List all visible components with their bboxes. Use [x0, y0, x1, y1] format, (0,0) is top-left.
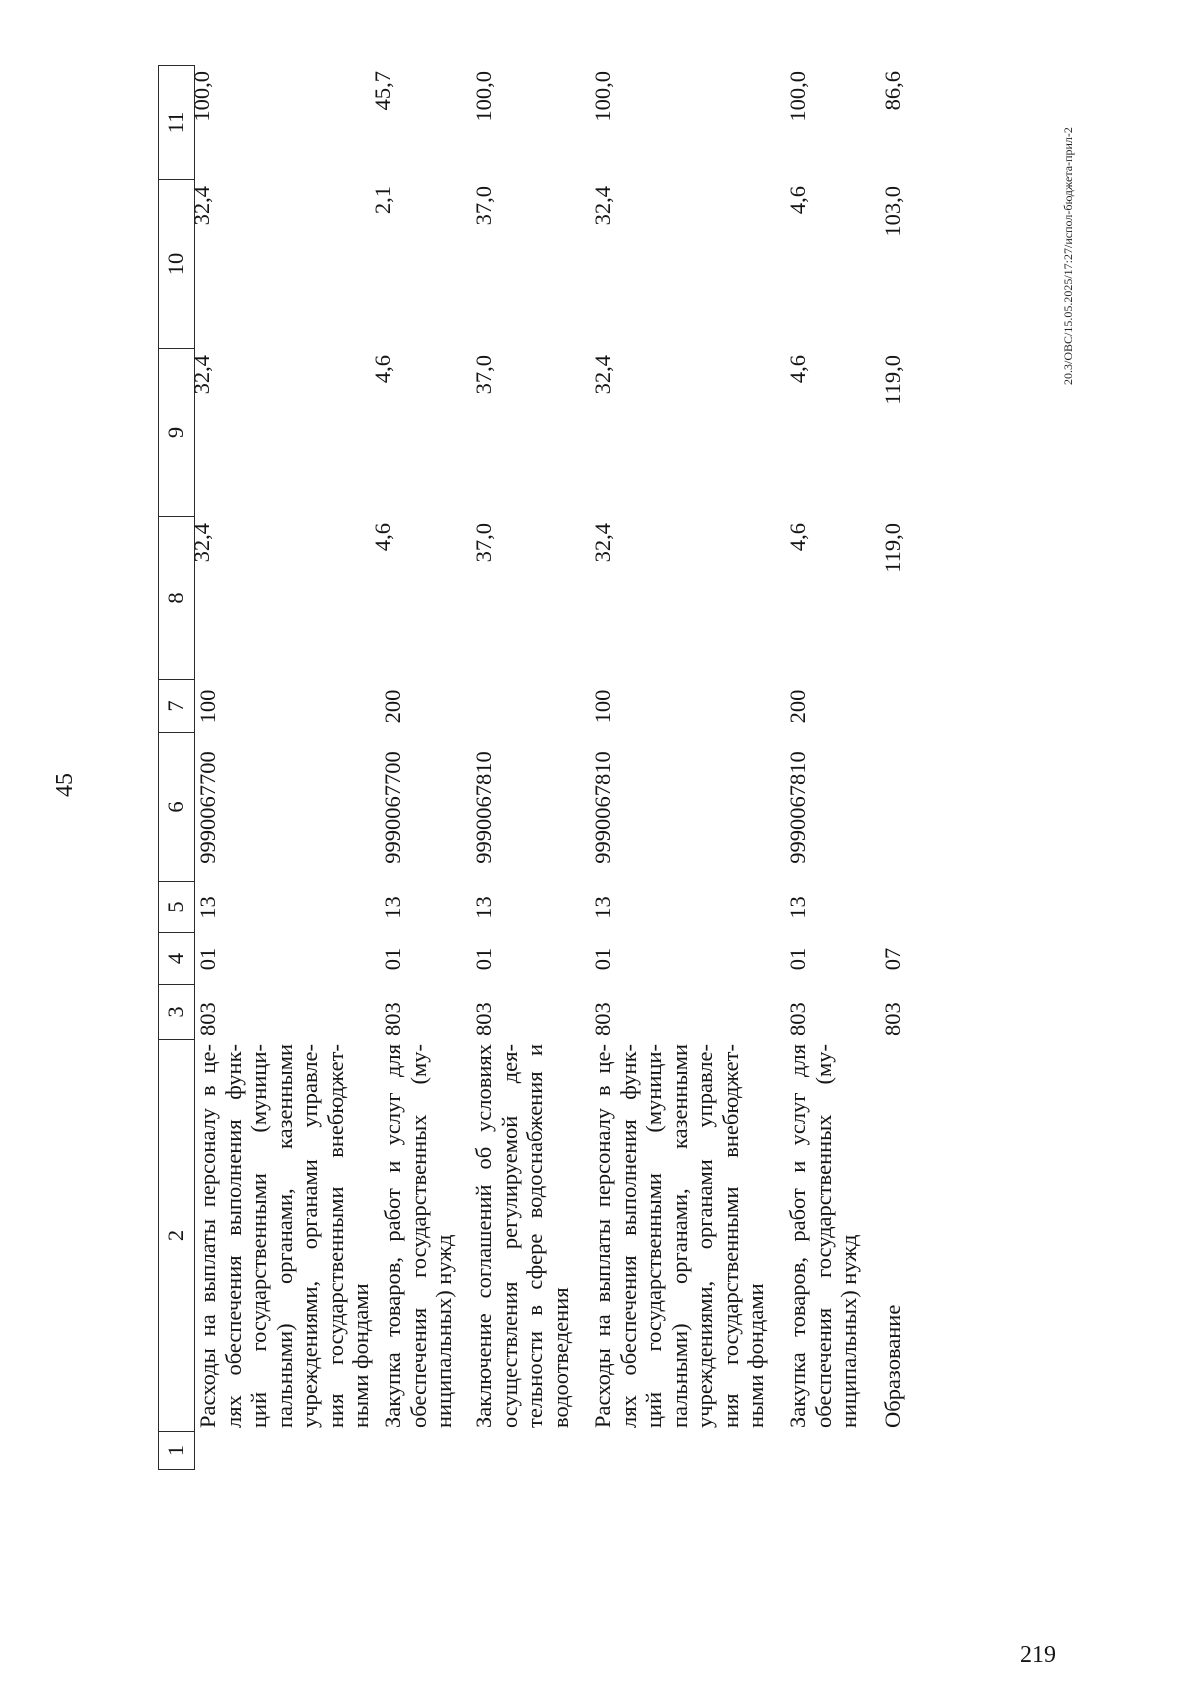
value-col-6: 9990067700: [195, 751, 220, 864]
description-line: Образование: [880, 1304, 905, 1428]
description-line: Расходы на выплаты персоналу в це-: [590, 1044, 615, 1428]
value-col-9: 4,6: [370, 355, 395, 384]
cell-col-2: [471, 1040, 573, 1432]
cell-col-5: [785, 882, 862, 933]
cell-col-1: [590, 1432, 769, 1470]
description-line: учреждениями, органами управле-: [692, 1044, 717, 1428]
value-col-9: 32,4: [590, 355, 615, 395]
value-col-9: 32,4: [189, 355, 214, 395]
value-col-11: 100,0: [471, 71, 496, 122]
header-col-6: 6: [159, 733, 194, 882]
cell-col-5: [880, 882, 906, 933]
value-col-5: 13: [380, 896, 405, 919]
value-col-4: 07: [880, 947, 905, 971]
description-line: Закупка товаров, работ и услуг для: [785, 1044, 810, 1428]
value-col-11: 100,0: [590, 71, 615, 122]
cell-col-11: [370, 65, 457, 180]
cell-col-10: [590, 180, 769, 349]
cell-col-6: [785, 733, 862, 882]
cell-col-6: [195, 733, 374, 882]
value-col-10: 4,6: [785, 186, 810, 215]
value-col-3: 803: [380, 1002, 405, 1036]
cell-col-2: [785, 1040, 862, 1432]
cell-col-4: [785, 933, 862, 985]
cell-col-10: [880, 180, 906, 349]
description-line: тельности в сфере водоснабжения и: [522, 1044, 547, 1428]
cell-col-8: [189, 517, 374, 680]
cell-col-2: [880, 1040, 906, 1432]
description-line: Закупка товаров, работ и услуг для: [380, 1044, 405, 1428]
description-line: ными фондами: [348, 1283, 373, 1428]
description-line: учреждениями, органами управле-: [297, 1044, 322, 1428]
table-row: [785, 65, 862, 1470]
header-col-7: 7: [159, 680, 194, 733]
description-line: осуществления регулируемой дея-: [496, 1044, 522, 1428]
header-col-5: 5: [159, 882, 194, 933]
cell-col-9: [590, 349, 769, 517]
cell-col-7: [471, 680, 573, 733]
cell-col-1: [785, 1432, 862, 1470]
cell-col-3: [590, 985, 769, 1040]
cell-col-8: [471, 517, 573, 680]
document-code: 20.3/ОВС/15.05.2025/17:27/испол-бюджета-прил-2: [1061, 127, 1075, 385]
cell-col-4: [471, 933, 573, 985]
cell-col-5: [380, 882, 457, 933]
value-col-8: 4,6: [785, 523, 810, 552]
value-col-8: 32,4: [590, 523, 615, 563]
cell-col-6: [471, 733, 573, 882]
description-line: водоотведения: [547, 1287, 573, 1428]
description-line: пальными) органами, казенными: [271, 1044, 297, 1428]
cell-col-6: [880, 733, 906, 882]
cell-col-5: [195, 882, 374, 933]
value-col-7: 100: [590, 689, 615, 724]
value-col-5: 13: [785, 896, 810, 919]
cell-col-9: [370, 349, 457, 517]
description-line: ций государственными (муници-: [246, 1044, 271, 1428]
description-line: ния государственными внебюджет-: [322, 1044, 348, 1428]
value-col-3: 803: [195, 1002, 220, 1036]
cell-col-10: [189, 180, 374, 349]
cell-col-8: [880, 517, 906, 680]
header-col-11: 11: [159, 65, 194, 180]
header-col-10: 10: [159, 180, 194, 349]
cell-col-2: [590, 1040, 769, 1432]
cell-col-5: [471, 882, 573, 933]
description-line: обеспечения государственных (му-: [810, 1044, 836, 1428]
value-col-9: 37,0: [471, 355, 496, 395]
cell-col-11: [189, 65, 374, 180]
header-col-9: 9: [159, 349, 194, 517]
header-col-4: 4: [159, 933, 194, 985]
value-col-11: 45,7: [370, 71, 395, 111]
cell-col-1: [195, 1432, 374, 1470]
value-col-4: 01: [380, 947, 405, 971]
description-line: обеспечения государственных (му-: [405, 1044, 431, 1428]
cell-col-7: [785, 680, 862, 733]
value-col-10: 103,0: [880, 186, 905, 237]
cell-col-10: [370, 180, 457, 349]
description-line: ния государственными внебюджет-: [717, 1044, 743, 1428]
header-col-8: 8: [159, 517, 194, 680]
header-col-1: 1: [159, 1432, 194, 1470]
cell-col-1: [471, 1432, 573, 1470]
header-col-3: 3: [159, 985, 194, 1040]
value-col-10: 37,0: [471, 186, 496, 226]
cell-col-2: [380, 1040, 457, 1432]
value-col-11: 100,0: [785, 71, 810, 122]
description-line: ций государственными (муници-: [641, 1044, 666, 1428]
value-col-11: 86,6: [880, 71, 905, 111]
value-col-5: 13: [590, 896, 615, 919]
value-col-9: 4,6: [785, 355, 810, 384]
budget-table: [158, 65, 918, 1470]
table-row: [590, 65, 769, 1470]
value-col-5: 13: [195, 896, 220, 919]
value-col-10: 2,1: [370, 186, 395, 215]
value-col-6: 9990067810: [785, 751, 810, 864]
value-col-8: 37,0: [471, 523, 496, 563]
footer-page-number: 219: [1020, 1642, 1056, 1668]
cell-col-4: [380, 933, 457, 985]
value-col-10: 32,4: [590, 186, 615, 226]
table-row: [471, 65, 573, 1470]
cell-col-7: [880, 680, 906, 733]
description-line: лях обеспечения выполнения функ-: [220, 1044, 246, 1428]
cell-col-1: [880, 1432, 906, 1470]
table-row: [880, 65, 906, 1470]
description-line: ниципальных) нужд: [836, 1234, 861, 1428]
cell-col-3: [471, 985, 573, 1040]
cell-col-5: [590, 882, 769, 933]
cell-col-7: [195, 680, 374, 733]
value-col-8: 32,4: [189, 523, 214, 563]
description-line: лях обеспечения выполнения функ-: [615, 1044, 641, 1428]
cell-col-10: [471, 180, 573, 349]
description-line: Расходы на выплаты персоналу в це-: [195, 1044, 220, 1428]
cell-col-6: [590, 733, 769, 882]
value-col-9: 119,0: [880, 355, 905, 405]
cell-col-3: [195, 985, 374, 1040]
cell-col-8: [370, 517, 457, 680]
cell-col-10: [785, 180, 862, 349]
cell-col-9: [880, 349, 906, 517]
cell-col-4: [880, 933, 906, 985]
cell-col-7: [590, 680, 769, 733]
cell-col-9: [471, 349, 573, 517]
cell-col-3: [785, 985, 862, 1040]
value-col-7: 100: [195, 689, 220, 724]
cell-col-11: [471, 65, 573, 180]
header-col-2: 2: [159, 1040, 194, 1432]
value-col-6: 9990067700: [380, 751, 405, 864]
cell-col-9: [189, 349, 374, 517]
description-line: ными фондами: [743, 1283, 768, 1428]
value-col-4: 01: [195, 947, 220, 971]
value-col-10: 32,4: [189, 186, 214, 226]
cell-col-8: [785, 517, 862, 680]
description-line: Заключение соглашений об условиях: [471, 1044, 496, 1428]
value-col-4: 01: [471, 947, 496, 971]
cell-col-11: [785, 65, 862, 180]
value-col-6: 9990067810: [471, 751, 496, 864]
cell-col-9: [785, 349, 862, 517]
table-row: [370, 65, 457, 1470]
cell-col-3: [380, 985, 457, 1040]
page-number: 45: [52, 773, 78, 797]
cell-col-8: [590, 517, 769, 680]
table-row: [189, 65, 374, 1470]
value-col-8: 119,0: [880, 523, 905, 573]
value-col-7: 200: [785, 689, 810, 724]
value-col-3: 803: [471, 1002, 496, 1036]
value-col-6: 9990067810: [590, 751, 615, 864]
value-col-3: 803: [785, 1002, 810, 1036]
cell-col-4: [195, 933, 374, 985]
value-col-4: 01: [590, 947, 615, 971]
cell-col-4: [590, 933, 769, 985]
value-col-3: 803: [590, 1002, 615, 1036]
cell-col-11: [590, 65, 769, 180]
cell-col-6: [380, 733, 457, 882]
value-col-8: 4,6: [370, 523, 395, 552]
cell-col-1: [380, 1432, 457, 1470]
value-col-4: 01: [785, 947, 810, 971]
cell-col-3: [880, 985, 906, 1040]
cell-col-11: [880, 65, 906, 180]
cell-col-2: [195, 1040, 374, 1432]
value-col-3: 803: [880, 1002, 905, 1036]
value-col-11: 100,0: [189, 71, 214, 122]
value-col-5: 13: [471, 896, 496, 919]
description-line: пальными) органами, казенными: [666, 1044, 692, 1428]
description-line: ниципальных) нужд: [431, 1234, 456, 1428]
value-col-7: 200: [380, 689, 405, 724]
cell-col-7: [380, 680, 457, 733]
